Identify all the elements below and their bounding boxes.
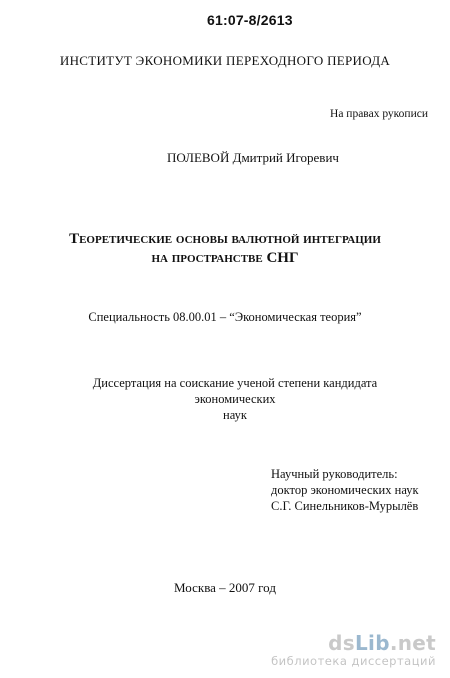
place-year: Москва – 2007 год [174,580,276,595]
watermark [271,632,436,668]
watermark-logo [271,632,436,654]
watermark-logo-ds: ds [328,631,355,655]
dissertation-line-2: наук [223,408,247,422]
archive-code: 61:07-8/2613 [207,12,293,28]
rights-note: На правах рукописи [330,108,428,120]
author-name: ПОЛЕВОЙ Дмитрий Игоревич [167,150,339,165]
supervisor-label: Научный руководитель: [271,467,398,481]
specialty: Специальность 08.00.01 – “Экономическая теория” [88,310,362,324]
institute-name: ИНСТИТУТ ЭКОНОМИКИ ПЕРЕХОДНОГО ПЕРИОДА [59,53,391,68]
watermark-subtitle: библиотека диссертаций [271,654,436,668]
watermark-logo-lib: Lib [355,631,390,655]
supervisor-block [271,466,419,514]
dissertation-line-1: Диссертация на соискание ученой степени кандидата экономических [92,376,378,406]
supervisor-name: С.Г. Синельников-Мурылёв [271,499,419,513]
supervisor-degree: доктор экономических наук [271,483,419,497]
title-line-1: Теоретические основы валютной интеграции [69,231,381,247]
title-line-2: на пространстве СНГ [151,250,299,266]
watermark-logo-net: .net [389,631,436,655]
dissertation-title [0,230,450,268]
dissertation-statement [60,375,410,423]
